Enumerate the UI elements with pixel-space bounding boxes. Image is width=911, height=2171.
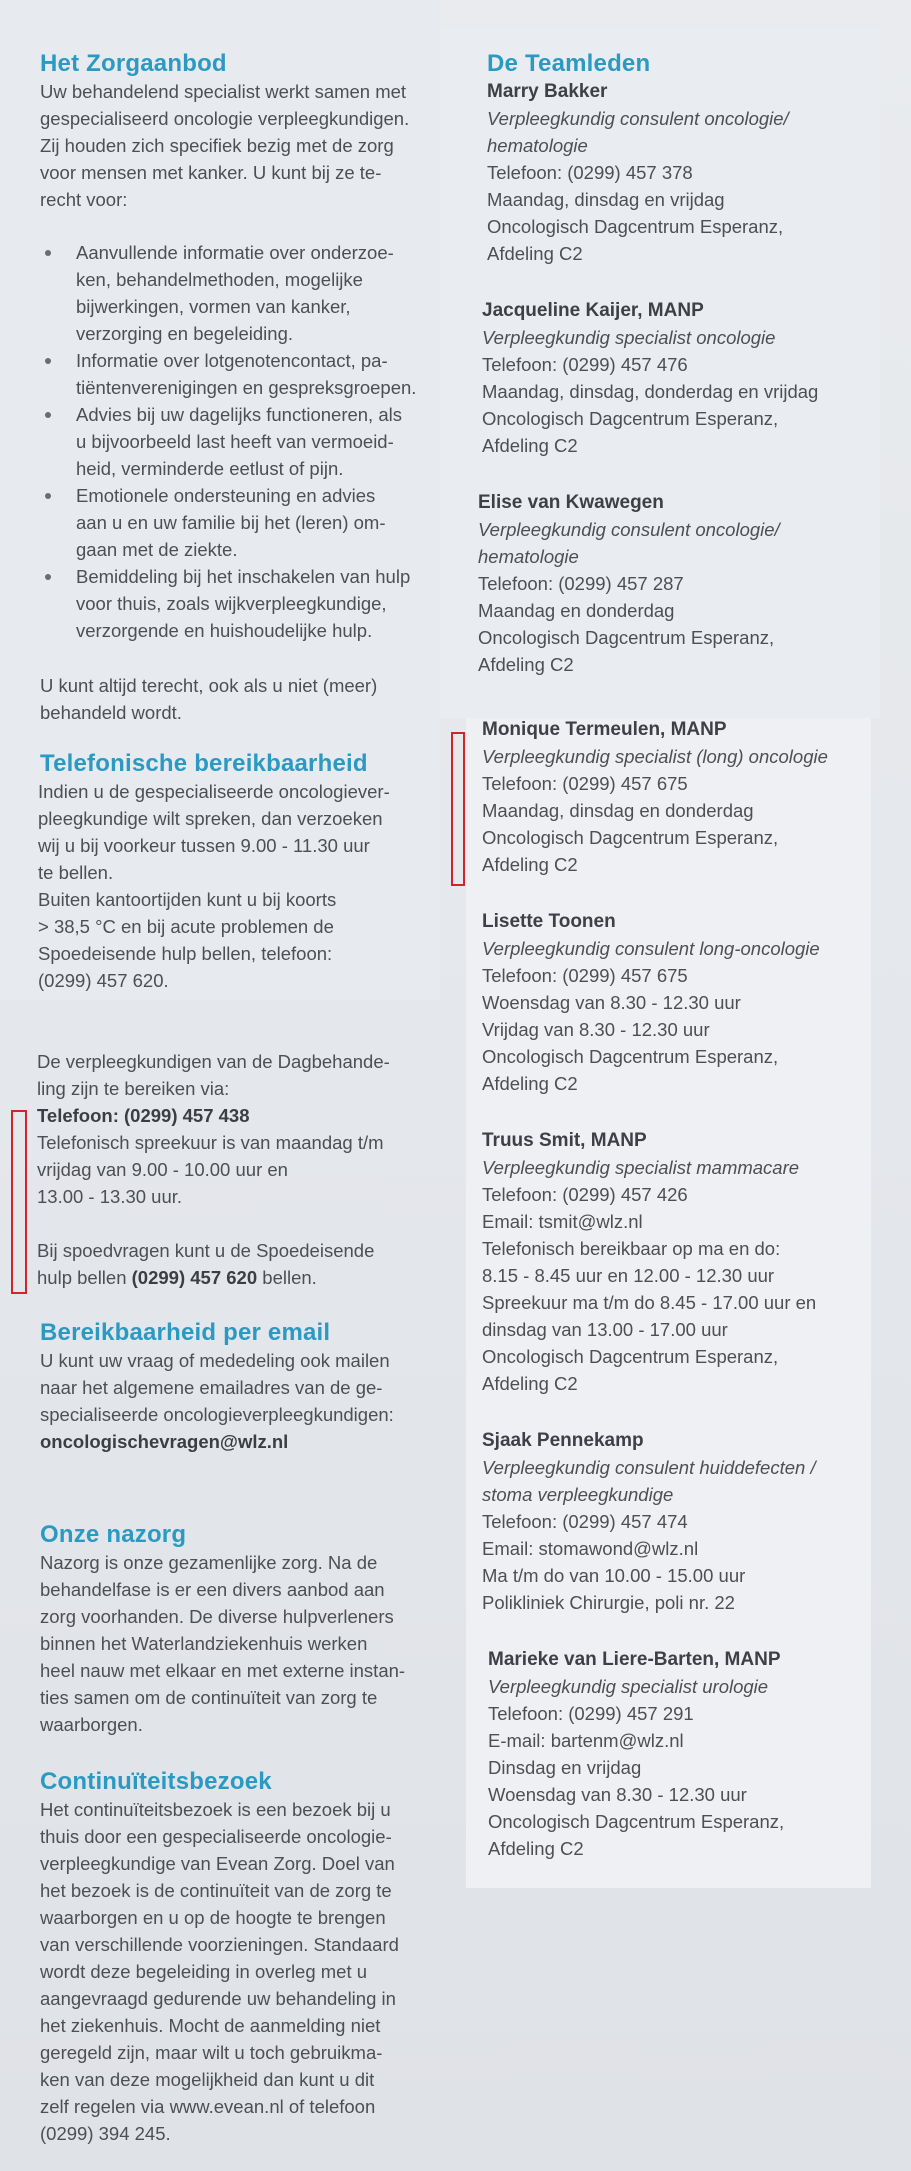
member-detail: Oncologisch Dagcentrum Esperanz, xyxy=(482,1346,779,1367)
continuiteit-text: Het continuïteitsbezoek is een bezoek bij u thuis door een gespecialiseerde oncologie- verpleegkundige van Evean Zorg. Doel van het bezoek is de continuïteit van de zorg te waarborgen en u op de hoogte te brengen van verschillende voorzieningen. Standaard wordt deze begeleiding in overleg met u aangevraagd gedurende uw behandeling in het ziekenhuis. Mocht de aanmelding niet geregeld zijn, maar wilt u toch gebruikma- ken van deze mogelijkheid dan kunt u dit zelf regelen via www.evean.nl of telefoon (0299) 394 245. xyxy=(40,1799,399,2144)
team-member xyxy=(482,908,858,1097)
member-detail: Vrijdag van 8.30 - 12.30 uur xyxy=(482,1019,710,1040)
member-detail: Afdeling C2 xyxy=(482,435,578,456)
member-detail: Telefoon: (0299) 457 426 xyxy=(482,1184,688,1205)
member-role: stoma verpleegkundige xyxy=(482,1484,674,1505)
right-column xyxy=(478,50,858,1892)
member-role: hematologie xyxy=(478,546,579,567)
email-text: U kunt uw vraag of mededeling ook mailen naar het algemene emailadres van de ge- specialiseerde oncologieverpleegkundigen: oncologischevragen@wlz.nl xyxy=(40,1350,394,1452)
member-detail: Oncologisch Dagcentrum Esperanz, xyxy=(487,216,784,237)
list-item: Informatie over lotgenotencontact, pa- tiëntenverenigingen en gespreksgroepen. xyxy=(40,347,440,401)
team-member xyxy=(487,78,858,267)
team-member-list xyxy=(478,78,858,1862)
member-detail: Telefoon: (0299) 457 476 xyxy=(482,354,688,375)
member-detail: Ma t/m do van 10.00 - 15.00 uur xyxy=(482,1565,746,1586)
spoed-phone: (0299) 457 620 xyxy=(131,1267,258,1288)
section-email xyxy=(40,1319,440,1455)
section-title-email: Bereikbaarheid per email xyxy=(40,1319,331,1346)
email-address: oncologischevragen@wlz.nl xyxy=(40,1431,289,1452)
highlight-box-right xyxy=(451,732,465,886)
dagbehandeling-spoed: Bij spoedvragen kunt u de Spoedeisende hulp bellen (0299) 457 620 bellen. xyxy=(37,1240,375,1288)
member-detail: 8.15 - 8.45 uur en 12.00 - 12.30 uur xyxy=(482,1265,775,1286)
member-name: Elise van Kwawegen xyxy=(478,492,664,513)
member-role: Verpleegkundig specialist mammacare xyxy=(482,1157,800,1178)
section-nazorg xyxy=(40,1521,440,1738)
left-column xyxy=(37,50,440,2147)
member-detail: Polikliniek Chirurgie, poli nr. 22 xyxy=(482,1592,735,1613)
member-role: hematologie xyxy=(487,135,588,156)
member-detail: Oncologisch Dagcentrum Esperanz, xyxy=(478,627,775,648)
list-item: Bemiddeling bij het inschakelen van hulp voor thuis, zoals wijkverpleegkundige, verzorgende en huishoudelijke hulp. xyxy=(40,563,440,644)
team-member xyxy=(482,1127,858,1397)
member-detail: Telefoon: (0299) 457 287 xyxy=(478,573,684,594)
member-role: Verpleegkundig consulent long-oncologie xyxy=(482,938,820,959)
member-role: Verpleegkundig consulent huiddefecten / xyxy=(482,1457,816,1478)
member-detail: dinsdag van 13.00 - 17.00 uur xyxy=(482,1319,728,1340)
member-role: Verpleegkundig specialist oncologie xyxy=(482,327,776,348)
section-dagbehandeling xyxy=(37,1048,440,1291)
member-detail: Maandag en donderdag xyxy=(478,600,675,621)
team-member xyxy=(482,716,858,878)
section-zorgaanbod xyxy=(40,50,440,726)
section-continuiteit xyxy=(40,1768,440,2147)
list-item: Aanvullende informatie over onderzoe- ken, behandelmethoden, mogelijke bijwerkingen, vormen van kanker, verzorging en begeleiding. xyxy=(40,239,440,347)
section-title-teamleden: De Teamleden xyxy=(487,50,651,77)
member-detail: Afdeling C2 xyxy=(482,854,578,875)
member-detail: Telefoon: (0299) 457 378 xyxy=(487,162,693,183)
member-detail: Maandag, dinsdag en vrijdag xyxy=(487,189,725,210)
nazorg-text: Nazorg is onze gezamenlijke zorg. Na de behandelfase is er een divers aanbod aan zorg voorhanden. De diverse hulpverleners binnen het Waterlandziekenhuis werken heel nauw met elkaar en met externe instan- ties samen om de continuïteit van zorg te waarborgen. xyxy=(40,1552,406,1735)
zorgaanbod-intro: Uw behandelend specialist werkt samen met gespecialiseerd oncologie verpleegkundigen. Zij houden zich specifiek bezig met de zorg voor mensen met kanker. U kunt bij ze te- recht voor: xyxy=(40,81,410,210)
member-detail: Email: stomawond@wlz.nl xyxy=(482,1538,699,1559)
member-detail: Maandag, dinsdag en donderdag xyxy=(482,800,754,821)
member-detail: Afdeling C2 xyxy=(478,654,574,675)
list-item: Emotionele ondersteuning en advies aan u en uw familie bij het (leren) om- gaan met de ziekte. xyxy=(40,482,440,563)
member-detail: Afdeling C2 xyxy=(482,1073,578,1094)
member-detail: Oncologisch Dagcentrum Esperanz, xyxy=(482,408,779,429)
member-name: Monique Termeulen, MANP xyxy=(482,719,727,740)
team-member xyxy=(482,297,858,459)
member-detail: Oncologisch Dagcentrum Esperanz, xyxy=(488,1811,785,1832)
section-title-telefonisch: Telefonische bereikbaarheid xyxy=(40,750,368,777)
list-item: Advies bij uw dagelijks functioneren, als u bijvoorbeeld last heeft van vermoeid- heid, verminderde eetlust of pijn. xyxy=(40,401,440,482)
section-title-continuiteit: Continuïteitsbezoek xyxy=(40,1768,272,1795)
team-member xyxy=(478,489,858,678)
member-name: Sjaak Pennekamp xyxy=(482,1430,644,1451)
team-member xyxy=(482,1427,858,1616)
member-detail: Dinsdag en vrijdag xyxy=(488,1757,642,1778)
member-detail: Telefoon: (0299) 457 675 xyxy=(482,965,688,986)
member-detail: Telefoon: (0299) 457 675 xyxy=(482,773,688,794)
member-name: Jacqueline Kaijer, MANP xyxy=(482,300,704,321)
member-role: Verpleegkundig consulent oncologie/ xyxy=(478,519,780,540)
member-detail: Woensdag van 8.30 - 12.30 uur xyxy=(482,992,741,1013)
team-member xyxy=(488,1646,858,1862)
member-role: Verpleegkundig specialist (long) oncologie xyxy=(482,746,828,767)
dagbehandeling-intro: De verpleegkundigen van de Dagbehande- ling zijn te bereiken via: xyxy=(37,1051,390,1099)
section-title-zorgaanbod: Het Zorgaanbod xyxy=(40,50,227,77)
zorgaanbod-closing: U kunt altijd terecht, ook als u niet (meer) behandeld wordt. xyxy=(40,675,378,723)
dagbehandeling-phone: Telefoon: (0299) 457 438 xyxy=(37,1105,250,1126)
member-detail: Maandag, dinsdag, donderdag en vrijdag xyxy=(482,381,819,402)
member-detail: Afdeling C2 xyxy=(487,243,583,264)
member-detail: Afdeling C2 xyxy=(488,1838,584,1859)
member-detail: Afdeling C2 xyxy=(482,1373,578,1394)
member-detail: Telefonisch bereikbaar op ma en do: xyxy=(482,1238,781,1259)
member-detail: Oncologisch Dagcentrum Esperanz, xyxy=(482,1046,779,1067)
member-detail: Oncologisch Dagcentrum Esperanz, xyxy=(482,827,779,848)
member-detail: Woensdag van 8.30 - 12.30 uur xyxy=(488,1784,747,1805)
member-detail: Telefoon: (0299) 457 474 xyxy=(482,1511,688,1532)
member-name: Marry Bakker xyxy=(487,81,608,102)
section-title-nazorg: Onze nazorg xyxy=(40,1521,187,1548)
zorgaanbod-list xyxy=(40,239,440,644)
member-detail: Spreekuur ma t/m do 8.45 - 17.00 uur en xyxy=(482,1292,817,1313)
member-detail: E-mail: bartenm@wlz.nl xyxy=(488,1730,684,1751)
member-detail: Telefoon: (0299) 457 291 xyxy=(488,1703,694,1724)
member-name: Lisette Toonen xyxy=(482,911,616,932)
section-telefonisch xyxy=(40,750,440,994)
member-role: Verpleegkundig specialist urologie xyxy=(488,1676,769,1697)
telefonisch-text: Indien u de gespecialiseerde oncologiever- pleegkundige wilt spreken, dan verzoeken wij u bij voorkeur tussen 9.00 - 11.30 uur te bellen. Buiten kantoortijden kunt u bij koorts > 38,5 °C en bij acute problemen de Spoedeisende hulp bellen, telefoon: (0299) 457 620. xyxy=(38,781,390,991)
member-name: Marieke van Liere-Barten, MANP xyxy=(488,1649,781,1670)
member-role: Verpleegkundig consulent oncologie/ xyxy=(487,108,789,129)
member-name: Truus Smit, MANP xyxy=(482,1130,647,1151)
member-detail: Email: tsmit@wlz.nl xyxy=(482,1211,643,1232)
highlight-box-left xyxy=(11,1110,27,1294)
dagbehandeling-spreekuur: Telefonisch spreekuur is van maandag t/m vrijdag van 9.00 - 10.00 uur en 13.00 - 13.30 uur. xyxy=(37,1132,384,1207)
